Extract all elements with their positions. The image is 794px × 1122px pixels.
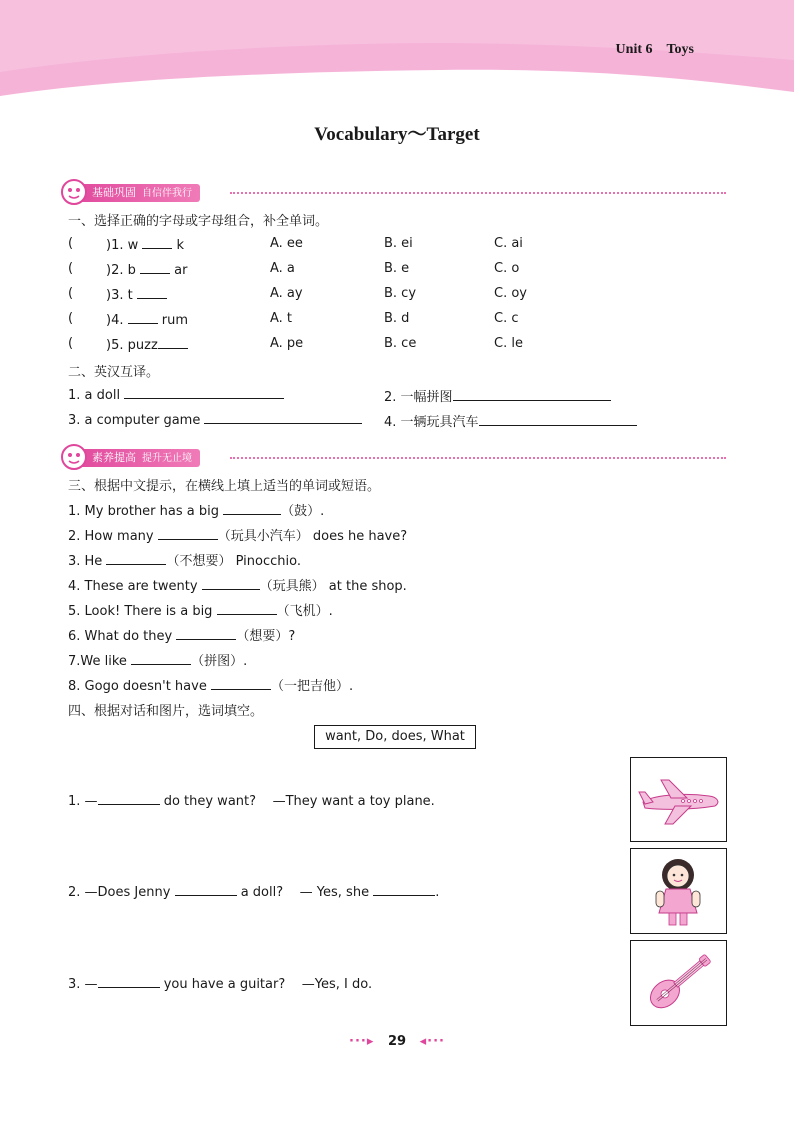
- answer-blank[interactable]: [140, 261, 170, 274]
- sentence-end: （想要）?: [236, 629, 296, 644]
- answer-blank[interactable]: [158, 336, 188, 349]
- option-b: B. e: [384, 261, 410, 276]
- list-item: [68, 500, 324, 519]
- answer-paren: (: [68, 286, 74, 301]
- dialogue-mid: you have a guitar?: [163, 977, 286, 992]
- dialogue-item: [68, 883, 439, 900]
- word-prefix: puzz: [127, 338, 158, 353]
- sentence-start: 5. Look! There is a big: [68, 604, 213, 619]
- list-item: [106, 236, 184, 253]
- list-item: [106, 286, 167, 303]
- item-number: )1.: [106, 238, 124, 253]
- page-title: Vocabulary～Target: [314, 124, 480, 145]
- dialogue-reply: —They want a toy plane.: [272, 794, 435, 809]
- unit-label: Unit 6 Toys: [615, 42, 694, 57]
- dialogue-reply: —Yes, I do.: [301, 977, 373, 992]
- option-a: A. ee: [270, 236, 303, 251]
- answer-blank[interactable]: [124, 386, 284, 399]
- list-item: [68, 625, 295, 644]
- guitar-picture: [630, 940, 727, 1026]
- section-divider-line: [230, 457, 726, 459]
- footer-arrow-left-icon: ◂···: [419, 1034, 445, 1049]
- part3-heading: 三、根据中文提示，在横线上填上适当的单词或短语。: [68, 479, 381, 494]
- doll-picture: [630, 848, 727, 934]
- list-item: [106, 261, 187, 278]
- sentence-end: （一把吉他）.: [270, 679, 354, 694]
- option-b: B. d: [384, 311, 410, 326]
- dialogue-mid: a doll?: [240, 885, 284, 900]
- translate-item: [384, 411, 637, 430]
- guitar-icon: [631, 941, 726, 1025]
- item-number: )3.: [106, 288, 124, 303]
- sentence-end: （拼图）.: [191, 654, 248, 669]
- mascot-icon: [60, 178, 88, 206]
- answer-paren: (: [68, 311, 74, 326]
- answer-blank[interactable]: [217, 602, 277, 615]
- option-b: B. ei: [384, 236, 413, 251]
- answer-blank[interactable]: [131, 652, 191, 665]
- option-c: C. o: [494, 261, 520, 276]
- list-item: [68, 550, 301, 569]
- answer-blank[interactable]: [128, 311, 158, 324]
- word-prefix: t: [127, 288, 133, 303]
- option-a: A. ay: [270, 286, 303, 301]
- sentence-end: （飞机）.: [276, 604, 333, 619]
- toy-plane-icon: [631, 758, 726, 841]
- sentence-start: 4. These are twenty: [68, 579, 198, 594]
- translate-prompt: 2. 一幅拼图: [384, 390, 453, 405]
- translate-item: [384, 386, 611, 405]
- sentence-end: （玩具熊） at the shop.: [259, 579, 407, 594]
- footer-arrow-right-icon: ···▸: [349, 1034, 375, 1049]
- word-prefix: w: [127, 238, 139, 253]
- word-suffix: rum: [161, 313, 189, 328]
- answer-blank[interactable]: [142, 236, 172, 249]
- answer-blank[interactable]: [204, 411, 362, 424]
- answer-blank[interactable]: [158, 527, 218, 540]
- answer-blank[interactable]: [98, 975, 160, 988]
- sentence-start: 8. Gogo doesn't have: [68, 679, 207, 694]
- list-item: [68, 600, 333, 619]
- section-tag-sub: 提升无止境: [142, 453, 192, 464]
- page-number-text: 29: [387, 1034, 407, 1049]
- item-number: )4.: [106, 313, 124, 328]
- answer-blank[interactable]: [137, 286, 167, 299]
- section-tag-advanced: [66, 449, 200, 467]
- part2-heading: 二、英汉互译。: [68, 365, 160, 380]
- translate-prompt: 3. a computer game: [68, 413, 201, 428]
- sentence-start: 1. My brother has a big: [68, 504, 219, 519]
- dialogue-start: 1. —: [68, 794, 98, 809]
- sentence-start: 7.We like: [68, 654, 127, 669]
- page-number: [0, 1034, 794, 1049]
- answer-paren: (: [68, 261, 74, 276]
- answer-blank[interactable]: [202, 577, 260, 590]
- translate-item: [68, 386, 284, 403]
- part1-heading: 一、选择正确的字母或字母组合，补全单词。: [68, 214, 329, 229]
- option-a: A. t: [270, 311, 293, 326]
- option-a: A. a: [270, 261, 295, 276]
- section-tag-basic: [66, 184, 200, 202]
- answer-blank[interactable]: [98, 792, 160, 805]
- list-item: [106, 311, 188, 328]
- translate-item: [68, 411, 362, 428]
- dialogue-end: .: [435, 885, 440, 900]
- dialogue-item: [68, 975, 372, 992]
- option-a: A. pe: [270, 336, 304, 351]
- list-item: [106, 336, 188, 353]
- sentence-end: （不想要） Pinocchio.: [166, 554, 301, 569]
- list-item: [68, 525, 407, 544]
- word-suffix: k: [176, 238, 185, 253]
- answer-blank[interactable]: [373, 883, 435, 896]
- answer-blank[interactable]: [175, 883, 237, 896]
- dialogue-start: 2. —Does Jenny: [68, 885, 171, 900]
- sentence-start: 6. What do they: [68, 629, 173, 644]
- section-divider: [230, 192, 726, 194]
- sentence-end: （鼓）.: [281, 504, 325, 519]
- option-c: C. c: [494, 311, 519, 326]
- sentence-start: 2. How many: [68, 529, 154, 544]
- answer-blank[interactable]: [176, 627, 236, 640]
- doll-icon: [631, 849, 726, 933]
- option-b: B. ce: [384, 336, 417, 351]
- item-number: )5.: [106, 338, 124, 353]
- sentence-end: （玩具小汽车） does he have?: [217, 529, 408, 544]
- option-c: C. le: [494, 336, 523, 351]
- translate-prompt: 1. a doll: [68, 388, 121, 403]
- option-c: C. ai: [494, 236, 523, 251]
- answer-paren: (: [68, 236, 74, 251]
- mascot-icon: [60, 443, 88, 471]
- section-tag-label: 素养提高: [92, 451, 136, 464]
- dialogue-item: [68, 792, 435, 809]
- list-item: [68, 575, 407, 594]
- sentence-start: 3. He: [68, 554, 103, 569]
- answer-blank[interactable]: [211, 677, 271, 690]
- answer-blank[interactable]: [106, 552, 166, 565]
- answer-blank[interactable]: [479, 413, 637, 426]
- list-item: [68, 650, 247, 669]
- translate-prompt: 4. 一辆玩具汽车: [384, 415, 479, 430]
- answer-blank[interactable]: [223, 502, 281, 515]
- part4-heading: 四、根据对话和图片，选词填空。: [68, 704, 264, 719]
- section-tag-label: 基础巩固: [92, 186, 136, 199]
- toy-plane-picture: [630, 757, 727, 842]
- word-suffix: ar: [174, 263, 188, 278]
- dialogue-mid: do they want?: [163, 794, 257, 809]
- word-bank: want, Do, does, What: [314, 725, 476, 749]
- answer-blank[interactable]: [453, 388, 611, 401]
- option-c: C. oy: [494, 286, 527, 301]
- section-tag-sub: 自信伴我行: [142, 188, 192, 199]
- answer-paren: (: [68, 336, 74, 351]
- word-prefix: b: [127, 263, 136, 278]
- item-number: )2.: [106, 263, 124, 278]
- dialogue-reply: — Yes, she: [299, 885, 370, 900]
- list-item: [68, 675, 353, 694]
- option-b: B. cy: [384, 286, 417, 301]
- dialogue-start: 3. —: [68, 977, 98, 992]
